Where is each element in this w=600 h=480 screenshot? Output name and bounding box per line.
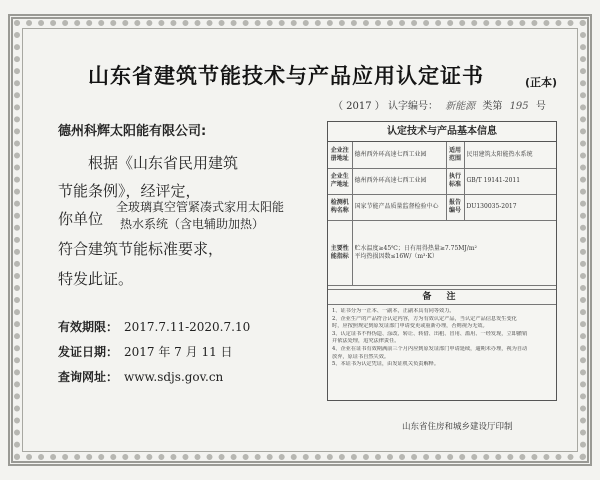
remark-line: 3、认定证书不得伪造、涂改、转让、转借、出租、冒用、滥用、一经发现，立即撤销 [332,330,528,337]
performance-line: 贮水温度≥45℃；日有用得热量≥7.75MJ/m² [354,244,477,252]
performance-label: 主要性能指标 [328,220,352,285]
remark-line: 并依法处理，追究法律责任。 [332,338,400,345]
performance-line: 平均热损因数≤16W/（m³·K） [354,252,438,260]
original-copy-label: (正本) [525,76,558,89]
issue-date-label: 发证日期： [58,345,119,359]
product-name-line-2: 热水系统（含电辅助加热） [120,217,265,231]
body-line-4: 符合建筑节能标准要求， [58,240,224,258]
website-value: www.sdjs.gov.cn [124,370,224,384]
remarks-title: 备 注 [328,289,556,305]
test-agency-label: 检测机构名称 [328,194,352,220]
standard-value: GB/T 19141-2011 [464,168,556,194]
website-label: 查询网址： [58,370,119,384]
issue-date-row [58,343,233,360]
scope-label: 适用范围 [446,142,464,168]
certificate-title: 山东省建筑节能技术与产品应用认定证书 [88,64,484,88]
remark-line: 2、企业生产的产品符合认定内容，方为有效认定产品，当认定产品信息发生变化 [332,315,517,322]
production-address-label: 企业生产地址 [328,168,352,194]
scope-value: 民用建筑太阳能热水系统 [464,142,556,168]
remarks-list [332,308,552,369]
cert-number-value: 195 [509,101,529,112]
body-line-3: 你单位 [58,210,104,228]
registered-address-value: 德州西外环高速七西工业园 [352,142,446,168]
product-info-table [327,121,557,401]
production-address-value: 德州西外环高速七西工业园 [352,168,446,194]
remark-line: 4、企业在证书有效期满前三个月内应到原发证部门申请延续，逾期未办理，视为自动 [332,345,528,352]
info-row [328,194,556,220]
cert-suffix: 号 [535,101,546,112]
standard-label: 执行标准 [446,168,464,194]
remark-line: 放弃，原证书自然失效。 [332,353,390,360]
cert-category-handwritten: 新能源 [445,101,476,112]
test-agency-value: 国家节能产品质量监督检验中心 [352,194,446,220]
cert-type: 类第 [482,101,503,112]
cert-year: （ 2017 ） [333,101,385,112]
info-table-header: 认定技术与产品基本信息 [328,122,556,142]
body-line-1: 根据《山东省民用建筑 [88,154,239,172]
company-name: 德州科辉太阳能有限公司: [58,124,207,139]
product-name-line-1: 全玻璃真空管紧凑式家用太阳能 [116,200,285,214]
validity-row [58,318,250,335]
performance-values [352,220,556,285]
registered-address-label: 企业注册地址 [328,142,352,168]
report-number-label: 报告编号 [446,194,464,220]
body-line-5: 特发此证。 [58,270,134,288]
body-line-2: 节能条例》，经评定， [58,182,201,200]
remark-line: 5、本证书为认定凭证，由发证机关负责解释。 [332,361,440,368]
issue-date-value: 2017 年 7 月 11 日 [124,345,233,359]
remark-line: 1、证书分为一正本、一副本，正副本具有同等效力。 [332,308,455,314]
validity-label: 有效期限： [58,320,119,334]
validity-value: 2017.7.11-2020.7.10 [124,320,251,334]
info-row [328,142,556,168]
cert-prefix: 认字编号： [388,101,438,112]
info-grid [328,142,556,286]
remark-line: 时，应按照规定到原发证部门申请变更或重新办理，否则视为无效。 [332,323,488,330]
info-row [328,220,556,285]
certificate-number [333,97,546,112]
info-row [328,168,556,194]
website-row [58,368,223,385]
report-number-value: DU130035-2017 [464,194,556,220]
issuer-imprint: 山东省住房和城乡建设厅印制 [402,422,513,432]
